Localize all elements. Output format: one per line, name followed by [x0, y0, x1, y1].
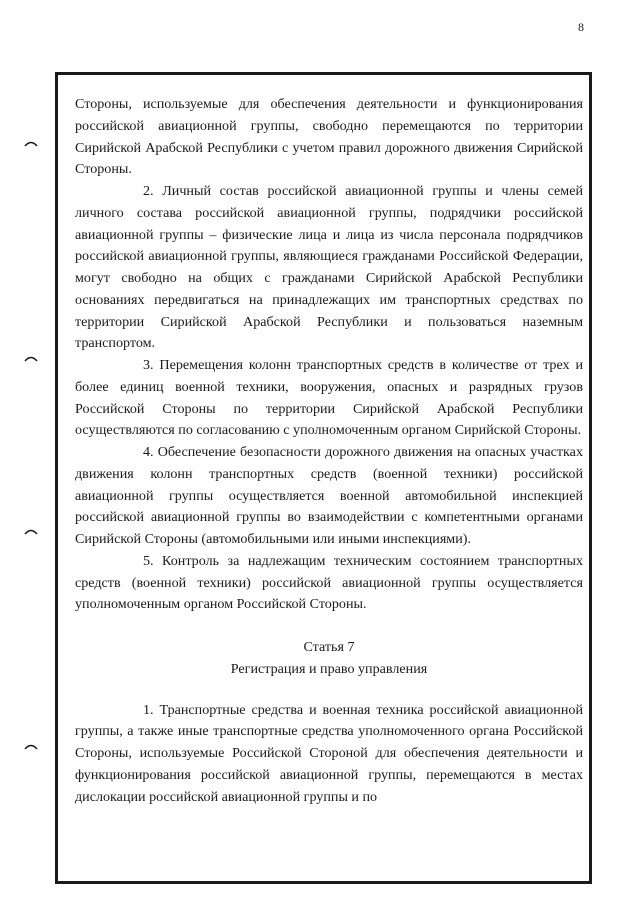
binding-hole-mark: [24, 140, 38, 147]
paragraph-2: 2. Личный состав российской авиационной группы и члены семей личного состава российской авиационной группы, подрядчики российской авиационной группы – физические лица и лица из числа персонала подрядчиков российской авиационной группы, являющиеся гражданами Российской Федерации, могут свободно на общих с гражданами Сирийской Арабской Республики основаниях передвигаться на принадлежащих им транспортных средствах по территории Сирийской Арабской Республики и пользоваться наземным транспортом.: [75, 183, 583, 352]
paragraph-5: 5. Контроль за надлежащим техническим состоянием транспортных средств (военной техники) российской авиационной группы осуществляется уполномоченным органом Российской Стороны.: [75, 552, 583, 613]
article-paragraph-1: 1. Транспортные средства и военная техника российской авиационной группы, а также иные транспортные средства уполномоченного органа Российской Стороны, используемые Российской Стороной для обеспечения деятельности и функционирования российской авиационной группы, перемещаются в местах дислокации российской авиационной группы и по: [75, 701, 583, 805]
document-body: [75, 94, 583, 808]
binding-hole-mark: [24, 743, 38, 750]
binding-hole-mark: [24, 355, 38, 362]
paragraph-3: 3. Перемещения колонн транспортных средств в количестве от трех и более единиц военной техники, вооружения, опасных и разрядных грузов Российской Стороны по территории Сирийской Арабской Республики осуществляются по согласованию с уполномоченным органом Сирийской Стороны.: [75, 357, 583, 439]
article-number: Статья 7: [303, 639, 355, 655]
article-title: Регистрация и право управления: [230, 660, 428, 677]
paragraph-4: 4. Обеспечение безопасности дорожного движения на опасных участках движения колонн транспортных средств (военной техники) российской авиационной группы осуществляется военной автомобильной инспекцией российской авиационной группы во взаимодействии с компетентными органами Сирийской Стороны (автомобильными или иными инспекциями).: [75, 444, 583, 547]
page-number: 8: [578, 20, 584, 34]
binding-hole-mark: [24, 528, 38, 535]
paragraph-continuation: Стороны, используемые для обеспечения деятельности и функционирования российской авиационной группы, свободно перемещаются по территории Сирийской Арабской Республики с учетом правил дорожного движения Сирийской Стороны.: [75, 96, 583, 178]
